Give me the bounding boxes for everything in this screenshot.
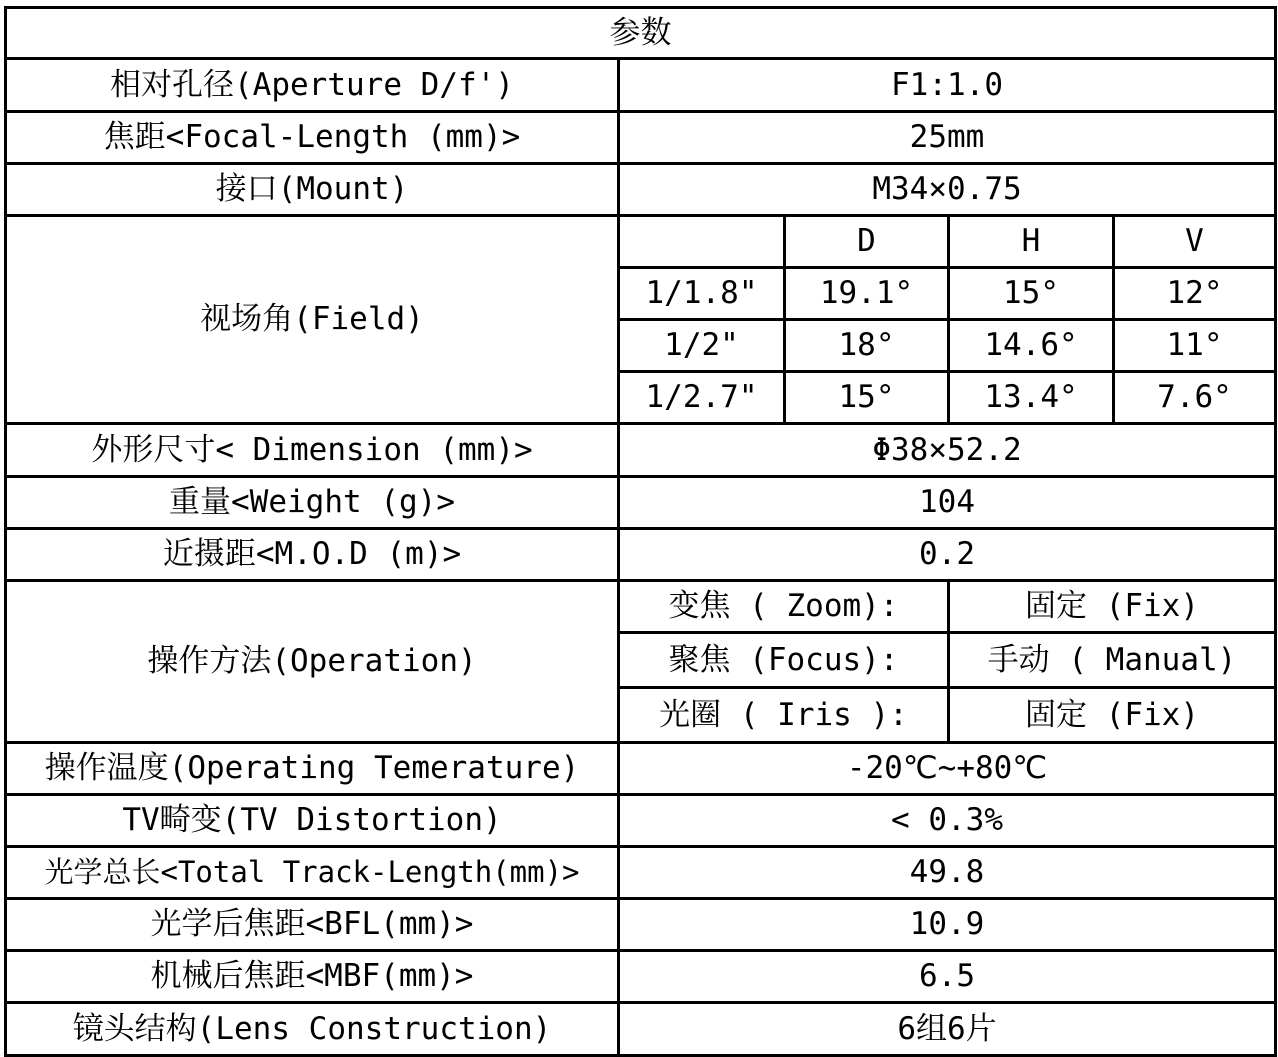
field-value: 19.1° — [785, 268, 949, 320]
row-label: 相对孔径(Aperture D/f') — [6, 59, 619, 112]
row-label: 光学后焦距<BFL(mm)> — [6, 899, 619, 951]
row-label: 接口(Mount) — [6, 164, 619, 216]
row-label: 近摄距<M.O.D (m)> — [6, 529, 619, 581]
operation-item-value: 固定 (Fix) — [949, 581, 1276, 633]
operation-row — [6, 581, 1276, 633]
row-value: 104 — [619, 477, 1276, 529]
field-value: 18° — [785, 320, 949, 372]
row-value: -20℃~+80℃ — [619, 743, 1276, 795]
field-header-cell: V — [1114, 216, 1276, 268]
row-value: 6组6片 — [619, 1003, 1276, 1056]
table-row — [6, 424, 1276, 477]
spec-table — [4, 6, 1277, 1057]
table-row — [6, 847, 1276, 899]
sensor-size: 1/1.8" — [619, 268, 785, 320]
field-value: 14.6° — [949, 320, 1114, 372]
row-label: 焦距<Focal-Length (mm)> — [6, 112, 619, 164]
operation-item-value: 固定 (Fix) — [949, 688, 1276, 743]
operation-item-name: 聚焦 (Focus): — [619, 633, 949, 688]
row-value: 25mm — [619, 112, 1276, 164]
table-row — [6, 164, 1276, 216]
operation-item-name: 变焦 ( Zoom): — [619, 581, 949, 633]
field-value: 12° — [1114, 268, 1276, 320]
row-label: 镜头结构(Lens Construction) — [6, 1003, 619, 1056]
row-value: 49.8 — [619, 847, 1276, 899]
row-label: 重量<Weight (g)> — [6, 477, 619, 529]
table-row — [6, 951, 1276, 1003]
row-value: Φ38×52.2 — [619, 424, 1276, 477]
operation-item-name: 光圈 ( Iris ): — [619, 688, 949, 743]
table-row — [6, 743, 1276, 795]
table-row — [6, 112, 1276, 164]
row-value: 0.2 — [619, 529, 1276, 581]
sensor-size: 1/2.7" — [619, 372, 785, 424]
row-value: 10.9 — [619, 899, 1276, 951]
sensor-size: 1/2" — [619, 320, 785, 372]
field-value: 15° — [785, 372, 949, 424]
row-label: TV畸变(TV Distortion) — [6, 795, 619, 847]
row-label: 机械后焦距<MBF(mm)> — [6, 951, 619, 1003]
table-row — [6, 1003, 1276, 1056]
row-value: F1:1.0 — [619, 59, 1276, 112]
operation-item-value: 手动 ( Manual) — [949, 633, 1276, 688]
row-label: 外形尺寸< Dimension (mm)> — [6, 424, 619, 477]
title-row — [6, 8, 1276, 59]
row-value: 6.5 — [619, 951, 1276, 1003]
table-row — [6, 59, 1276, 112]
field-header-cell — [619, 216, 785, 268]
table-row — [6, 529, 1276, 581]
field-value: 15° — [949, 268, 1114, 320]
row-value: M34×0.75 — [619, 164, 1276, 216]
field-header-cell: H — [949, 216, 1114, 268]
row-value: < 0.3% — [619, 795, 1276, 847]
operation-label: 操作方法(Operation) — [6, 581, 619, 743]
field-header-cell: D — [785, 216, 949, 268]
field-value: 7.6° — [1114, 372, 1276, 424]
row-label: 光学总长<Total Track-Length(mm)> — [6, 847, 619, 899]
field-value: 13.4° — [949, 372, 1114, 424]
field-value: 11° — [1114, 320, 1276, 372]
table-row — [6, 899, 1276, 951]
field-header-row — [6, 216, 1276, 268]
table-row — [6, 795, 1276, 847]
table-row — [6, 477, 1276, 529]
field-label: 视场角(Field) — [6, 216, 619, 424]
table-title: 参数 — [6, 8, 1276, 59]
row-label: 操作温度(Operating Temerature) — [6, 743, 619, 795]
